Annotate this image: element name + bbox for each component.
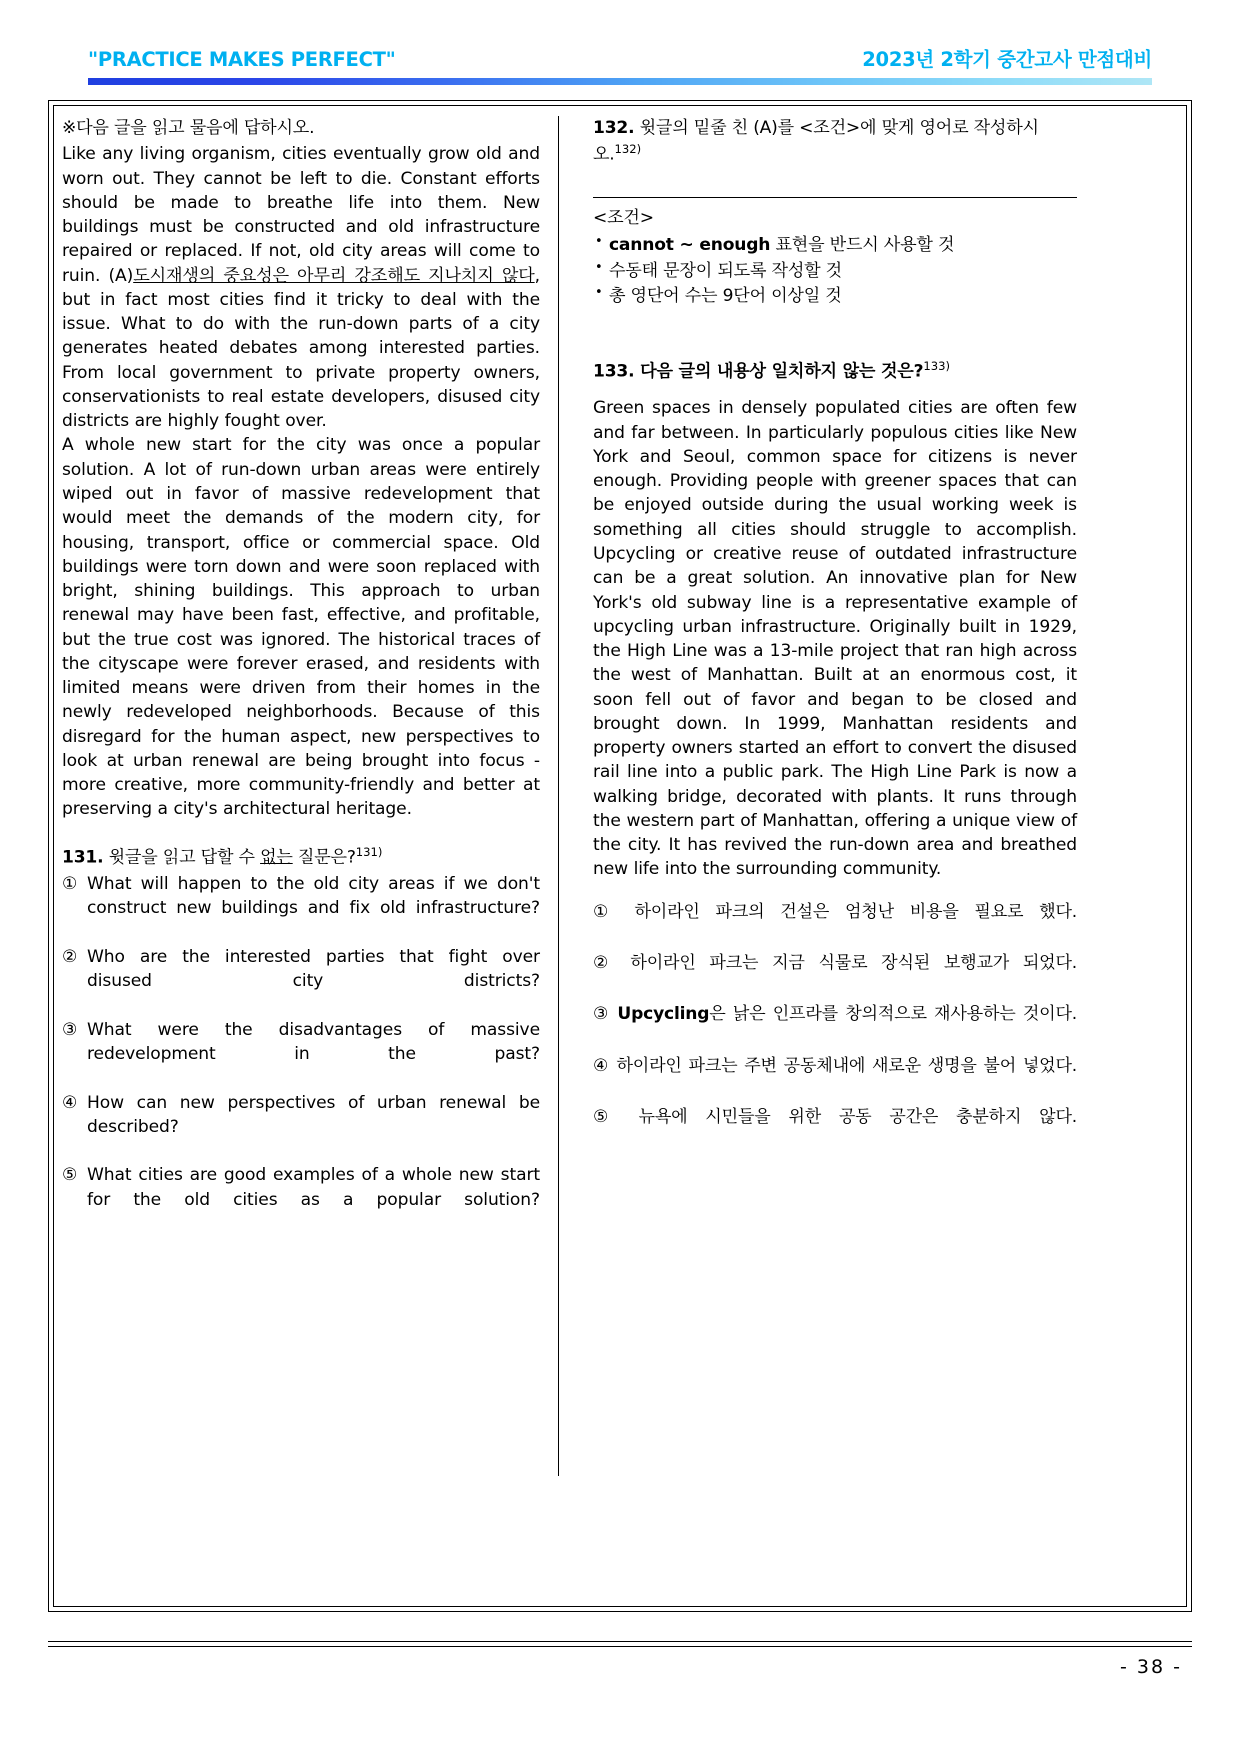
choice-item[interactable] (62, 1091, 540, 1164)
passage-paragraph-2: A whole new start for the city was once a popular solution. A lot of run-down urban areas were entirely wiped out in favor of massive redevelopment that would meet the demands of the modern city, for housing, transport, office or commercial space. Old buildings were torn down and were soon replaced with bright, shining buildings. This approach to urban renewal may have been fast, effective, and profitable, but the true cost was ignored. The historical traces of the cityscape were forever erased, and residents with limited means were driven from their homes in the newly redeveloped neighborhoods. Because of this disregard for the human aspect, new perspectives to look at urban renewal are being brought into focus - more creative, more community-friendly and better at preserving a city's architectural heritage. (62, 435, 540, 820)
page-number: - 38 - (1120, 1656, 1182, 1678)
left-column (62, 116, 558, 1596)
passage-spacer (593, 386, 1077, 396)
condition-item (593, 233, 1077, 259)
column-divider (558, 116, 559, 1476)
choice-item[interactable] (593, 900, 1077, 951)
choice-item[interactable] (62, 945, 540, 1018)
question-133-heading (593, 358, 1077, 384)
choice-marker: ③ (593, 1004, 611, 1025)
page-header (88, 44, 1152, 72)
question-133-footnote: 133) (923, 358, 950, 373)
question-132-stem: 윗글의 밑줄 친 (A)를 <조건>에 맞게 영어로 작성하시오. (593, 118, 1039, 165)
condition-rest-text: 수동태 문장이 되도록 작성할 것 (609, 260, 842, 281)
passage-paragraph-1 (62, 142, 540, 433)
condition-item (593, 284, 1077, 310)
choice-marker: ① (62, 874, 78, 895)
choice-text-pre: 하이라인 파크는 주변 공동체내에 새로운 생명을 불어 넣었다. (609, 1055, 1078, 1076)
footer-rule-top (48, 1641, 1192, 1642)
choice-text-pre: 뉴욕에 시민들을 위한 공동 공간은 충분하지 않다. (620, 1106, 1077, 1127)
header-right-title: 2023년 2학기 중간고사 만점대비 (862, 48, 1152, 71)
question-132-footnote: 132) (614, 141, 642, 156)
passage-text-before-underline: Like any living organism, cities eventually grow old and worn out. They cannot be left to die. Constant efforts should be made to breathe life into them. New buildings must be constructed and old infrastructure repaired or replaced. If not, old city areas will come to ruin. (A) (62, 144, 540, 286)
condition-rest-text: 총 영단어 수는 9단어 이상일 것 (609, 286, 842, 307)
choice-marker: ③ (62, 1019, 78, 1040)
question-133-stem: 다음 글의 내용상 일치하지 않는 것은? (634, 361, 924, 382)
header-gradient-rule (88, 78, 1152, 85)
question-131-heading (62, 844, 540, 870)
section-spacer (593, 310, 1077, 336)
passage-underlined-korean: 도시재생의 중요성은 아무리 강조해도 지나치지 않다 (133, 265, 535, 286)
condition-rest-text: 표현을 반드시 사용할 것 (770, 235, 955, 256)
condition-list (593, 233, 1077, 310)
choice-text: What were the disadvantages of massive redevelopment in the past? (87, 1019, 540, 1065)
choice-item[interactable] (593, 1105, 1077, 1156)
right-column (581, 116, 1077, 1596)
choice-text: What will happen to the old city areas if we don't construct new buildings and fix old infrastructure? (87, 874, 540, 919)
header-left-title: "PRACTICE MAKES PERFECT" (88, 48, 396, 71)
choice-text: What cities are good examples of a whole new start for the old cities as a popular solution? (87, 1165, 540, 1210)
condition-item (593, 259, 1077, 285)
question-132-number: 132. (593, 118, 635, 138)
choice-text: Who are the interested parties that fight over disused city districts? (87, 946, 540, 992)
answer-write-line[interactable] (593, 197, 1077, 198)
passage-text-after-underline: , but in fact most cities find it tricky to deal with the issue. What to do with the run-down parts of a city generates heated debates among interested parties. From local government to private property owners, conservationists to real estate developers, disused city districts are highly fought over. (62, 265, 540, 432)
question-131-number: 131. (62, 847, 104, 868)
choice-marker: ① (593, 901, 619, 922)
question-133-choices (593, 900, 1077, 1156)
choice-marker: ⑤ (62, 1165, 78, 1186)
choice-text-post: 은 낡은 인프라를 창의적으로 재사용하는 것이다. (709, 1004, 1078, 1025)
question-132-heading (593, 116, 1077, 167)
choice-marker: ⑤ (593, 1106, 621, 1127)
choice-text: How can new perspectives of urban renewal be described? (87, 1092, 540, 1137)
choice-item[interactable] (593, 1054, 1077, 1105)
condition-bold-text: cannot ~ enough (609, 235, 771, 256)
choice-text-bold: Upcycling (617, 1004, 710, 1025)
choice-item[interactable] (62, 1163, 540, 1236)
choice-text-pre: 하이라인 파크는 지금 식물로 장식된 보행교가 되었다. (616, 953, 1077, 974)
choice-marker: ② (593, 953, 617, 974)
choice-item[interactable] (62, 872, 540, 945)
choice-marker: ④ (62, 1092, 78, 1113)
reading-instruction: ※다음 글을 읽고 물음에 답하시오. (62, 118, 315, 138)
question-131-choices (62, 872, 540, 1236)
choice-marker: ② (62, 946, 78, 967)
question-131-stem-before: 윗글을 읽고 답할 수 (103, 847, 261, 868)
question-133-passage: Green spaces in densely populated cities are often few and far between. In particularly populous cities like New York and Seoul, common space for citizens is never enough. Providing people with greener spaces that can be enjoyed outside during the usual working week is something all cities should struggle to accomplish. Upcycling or creative reuse of outdated infrastructure can be a great solution. An innovative plan for New York's old subway line is a representative example of upcycling urban infrastructure. Originally built in 1929, the High Line was a 13-mile project that ran high across the west of Manhattan. Built at an enormous cost, it soon fell out of favor and began to be closed and brought down. In 1999, Manhattan residents and property owners started an effort to convert the disused rail line into a public park. The High Line Park is now a walking bridge, decorated with plants. It runs through the western part of Manhattan, offering a unique view of the city. It has revived the run-down area and breathed new life into the surrounding community. (593, 398, 1077, 880)
choice-item[interactable] (593, 1002, 1077, 1053)
choices-spacer (593, 882, 1077, 900)
question-131-stem-underlined: 없는 (260, 847, 293, 868)
question-131-footnote: 131) (355, 844, 383, 859)
question-133-number: 133. (593, 361, 635, 382)
choice-marker: ④ (593, 1055, 610, 1076)
footer-rule-bottom (48, 1646, 1192, 1647)
choice-item[interactable] (62, 1018, 540, 1091)
condition-box-title: <조건> (593, 208, 654, 229)
two-column-layout (62, 116, 1178, 1596)
choice-item[interactable] (593, 951, 1077, 1002)
choice-text-pre: 하이라인 파크의 건설은 엄청난 비용을 필요로 했다. (618, 901, 1078, 922)
question-131-stem-after: 질문은? (292, 847, 356, 868)
